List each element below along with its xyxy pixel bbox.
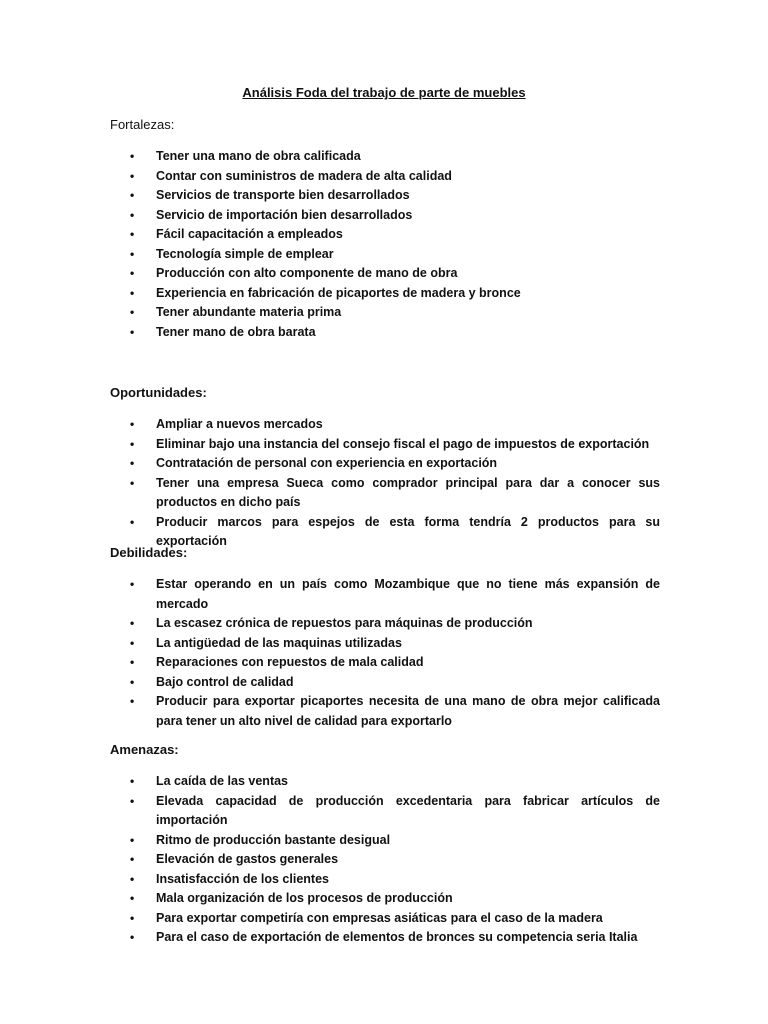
bullet-icon: •: [130, 852, 135, 866]
list-amenazas: [110, 772, 660, 948]
list-item: [110, 614, 660, 634]
list-item: [110, 850, 660, 870]
list-item-text: Elevación de gastos generales: [156, 852, 339, 866]
list-item-text: Tener una mano de obra calificada: [156, 149, 361, 163]
list-item: [110, 284, 660, 304]
section-heading-debilidades: Debilidades:: [110, 545, 188, 560]
bullet-icon: •: [130, 910, 135, 925]
list-item: [110, 673, 660, 693]
list-item: [110, 575, 660, 614]
bullet-icon: •: [130, 149, 135, 163]
list-item-text: Contratación de personal con experiencia en exportación: [156, 456, 498, 470]
bullet-icon: •: [130, 635, 135, 650]
list-item-text: Contar con suministros de madera de alta calidad: [156, 168, 452, 183]
list-item: [110, 474, 660, 513]
list-item: [110, 889, 660, 909]
section-amenazas: [110, 741, 660, 948]
bullet-icon: •: [130, 227, 135, 241]
list-item-text: Bajo control de calidad: [156, 674, 294, 689]
bullet-icon: •: [130, 891, 135, 905]
section-heading-fortalezas: Fortalezas:: [110, 117, 175, 132]
list-item: [110, 225, 660, 245]
list-item: [110, 634, 660, 654]
list-item-text: Eliminar bajo una instancia del consejo fiscal el pago de impuestos de exportación: [156, 436, 650, 451]
list-item-text: Servicio de importación bien desarrollados: [156, 207, 413, 222]
bullet-icon: •: [130, 285, 135, 300]
list-item-text: Ritmo de producción bastante desigual: [156, 832, 391, 847]
list-oportunidades: [110, 415, 660, 552]
bullet-icon: •: [130, 694, 135, 708]
list-item-text: Tecnología simple de emplear: [156, 246, 334, 261]
list-item-text: Para exportar competiría con empresas asiáticas para el caso de la madera: [156, 910, 603, 925]
list-item: [110, 264, 660, 284]
bullet-icon: •: [130, 774, 135, 788]
list-item-text: Producir marcos para espejos de esta forma tendría 2 productos para su exportación: [156, 514, 660, 548]
bullet-icon: •: [130, 871, 135, 886]
bullet-icon: •: [130, 793, 135, 808]
list-item: [110, 167, 660, 187]
bullet-icon: •: [130, 168, 135, 183]
document-title: Análisis Foda del trabajo de parte de muebles: [242, 85, 526, 100]
bullet-icon: •: [130, 188, 135, 202]
bullet-icon: •: [130, 577, 135, 591]
bullet-icon: •: [130, 655, 135, 669]
list-item-text: Ampliar a nuevos mercados: [156, 417, 323, 431]
list-item-text: Tener abundante materia prima: [156, 305, 342, 319]
bullet-icon: •: [130, 930, 135, 944]
list-item-text: Tener mano de obra barata: [156, 324, 316, 339]
list-item: [110, 147, 660, 167]
bullet-icon: •: [130, 266, 135, 280]
list-item: [110, 792, 660, 831]
list-item: [110, 692, 660, 731]
list-item: [110, 415, 660, 435]
list-item: [110, 303, 660, 323]
list-item-text: Para el caso de exportación de elementos de bronces su competencia seria Italia: [156, 930, 638, 944]
list-item-text: La caída de las ventas: [156, 774, 289, 788]
bullet-icon: •: [130, 832, 135, 847]
list-item-text: Fácil capacitación a empleados: [156, 227, 343, 241]
section-debilidades: [110, 544, 660, 731]
list-item-text: Estar operando en un país como Mozambique que no tiene más expansión de mercado: [156, 577, 660, 611]
list-item: [110, 454, 660, 474]
bullet-icon: •: [130, 616, 135, 630]
list-item: [110, 186, 660, 206]
bullet-icon: •: [130, 246, 135, 261]
bullet-icon: •: [130, 514, 135, 529]
list-item: [110, 245, 660, 265]
list-item-text: La antigüedad de las maquinas utilizadas: [156, 635, 402, 650]
list-item-text: Producir para exportar picaportes necesita de una mano de obra mejor calificada para tener un alto nivel de calidad para exportarlo: [156, 694, 660, 728]
bullet-icon: •: [130, 475, 135, 490]
bullet-icon: •: [130, 417, 135, 431]
bullet-icon: •: [130, 305, 135, 319]
list-item-text: Mala organización de los procesos de producción: [156, 891, 453, 905]
list-item: [110, 435, 660, 455]
list-item: [110, 928, 660, 948]
bullet-icon: •: [130, 207, 135, 222]
list-item: [110, 870, 660, 890]
section-heading-amenazas: Amenazas:: [110, 742, 179, 757]
section-fortalezas: [110, 116, 660, 342]
list-item-text: La escasez crónica de repuestos para máquinas de producción: [156, 616, 533, 630]
bullet-icon: •: [130, 436, 135, 451]
list-fortalezas: [110, 147, 660, 342]
list-item-text: Reparaciones con repuestos de mala calidad: [156, 655, 424, 669]
list-item: [110, 831, 660, 851]
bullet-icon: •: [130, 456, 135, 470]
bullet-icon: •: [130, 324, 135, 339]
list-item-text: Elevada capacidad de producción excedentaria para fabricar artículos de importación: [156, 793, 660, 827]
list-debilidades: [110, 575, 660, 731]
list-item-text: Servicios de transporte bien desarrollados: [156, 188, 410, 202]
section-oportunidades: [110, 384, 660, 552]
list-item: [110, 323, 660, 343]
list-item: [110, 909, 660, 929]
bullet-icon: •: [130, 674, 135, 689]
list-item: [110, 206, 660, 226]
section-heading-oportunidades: Oportunidades:: [110, 385, 207, 400]
list-item-text: Insatisfacción de los clientes: [156, 871, 329, 886]
list-item: [110, 772, 660, 792]
list-item-text: Tener una empresa Sueca como comprador principal para dar a conocer sus productos en dicho país: [156, 475, 660, 509]
list-item-text: Producción con alto componente de mano de obra: [156, 266, 458, 280]
list-item-text: Experiencia en fabricación de picaportes de madera y bronce: [156, 285, 521, 300]
list-item: [110, 653, 660, 673]
